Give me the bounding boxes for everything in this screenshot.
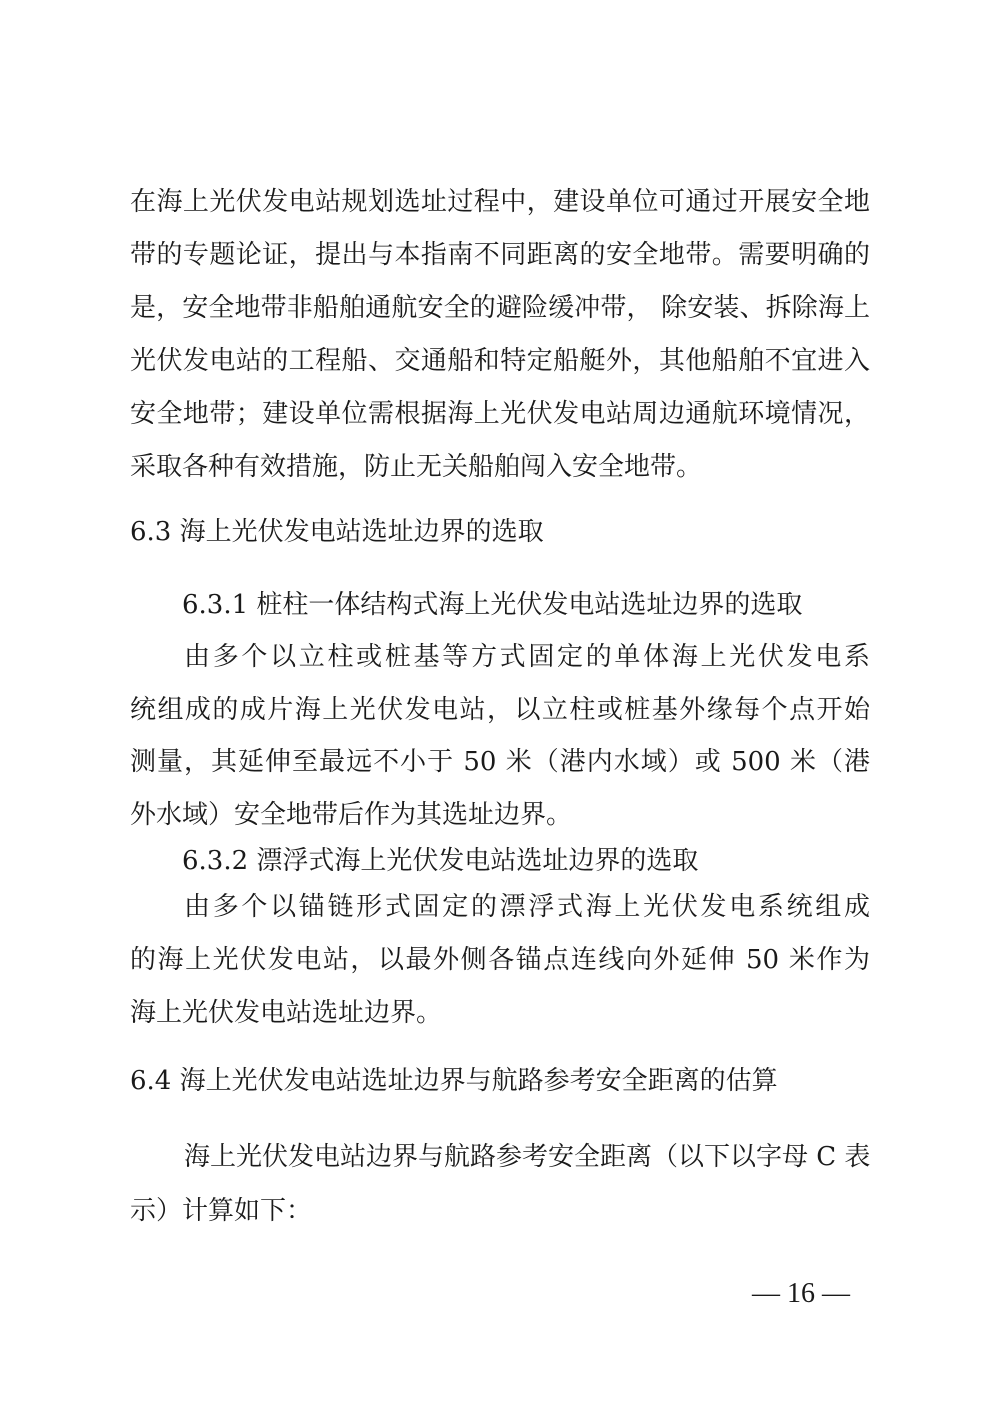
paragraph-line: 示）计算如下： (130, 1196, 313, 1226)
paragraph-line: 由多个以立柱或桩基等方式固定的单体海上光伏发电系 (184, 642, 870, 672)
paragraph-line: 采取各种有效措施，防止无关船舶闯入安全地带。 (130, 452, 703, 482)
paragraph-line: 是，安全地带非船舶通航安全的避险缓冲带， 除安装、拆除海上 (130, 293, 870, 323)
page-number: — 16 — (752, 1278, 850, 1309)
paragraph-line: 统组成的成片海上光伏发电站，以立柱或桩基外缘每个点开始 (130, 695, 870, 725)
subsection-heading-6-3-1: 6.3.1 桩柱一体结构式海上光伏发电站选址边界的选取 (182, 590, 803, 620)
paragraph-line: 的海上光伏发电站，以最外侧各锚点连线向外延伸 50 米作为 (130, 945, 870, 975)
paragraph-line: 测量，其延伸至最远不小于 50 米（港内水域）或 500 米（港 (130, 747, 870, 777)
paragraph-line: 带的专题论证，提出与本指南不同距离的安全地带。需要明确的 (130, 240, 870, 270)
paragraph-line: 海上光伏发电站边界与航路参考安全距离（以下以字母 C 表 (184, 1142, 871, 1172)
paragraph-line: 由多个以锚链形式固定的漂浮式海上光伏发电系统组成 (184, 892, 870, 922)
paragraph-line: 在海上光伏发电站规划选址过程中，建设单位可通过开展安全地 (130, 187, 870, 217)
paragraph-line: 外水域）安全地带后作为其选址边界。 (130, 800, 573, 830)
paragraph-line: 光伏发电站的工程船、交通船和特定船艇外，其他船舶不宜进入 (130, 346, 870, 376)
subsection-heading-6-3-2: 6.3.2 漂浮式海上光伏发电站选址边界的选取 (182, 846, 699, 876)
paragraph-line: 安全地带；建设单位需根据海上光伏发电站周边通航环境情况， (130, 399, 870, 429)
section-heading-6-3: 6.3 海上光伏发电站选址边界的选取 (130, 517, 544, 547)
section-heading-6-4: 6.4 海上光伏发电站选址边界与航路参考安全距离的估算 (130, 1066, 778, 1096)
paragraph-line: 海上光伏发电站选址边界。 (130, 998, 443, 1028)
